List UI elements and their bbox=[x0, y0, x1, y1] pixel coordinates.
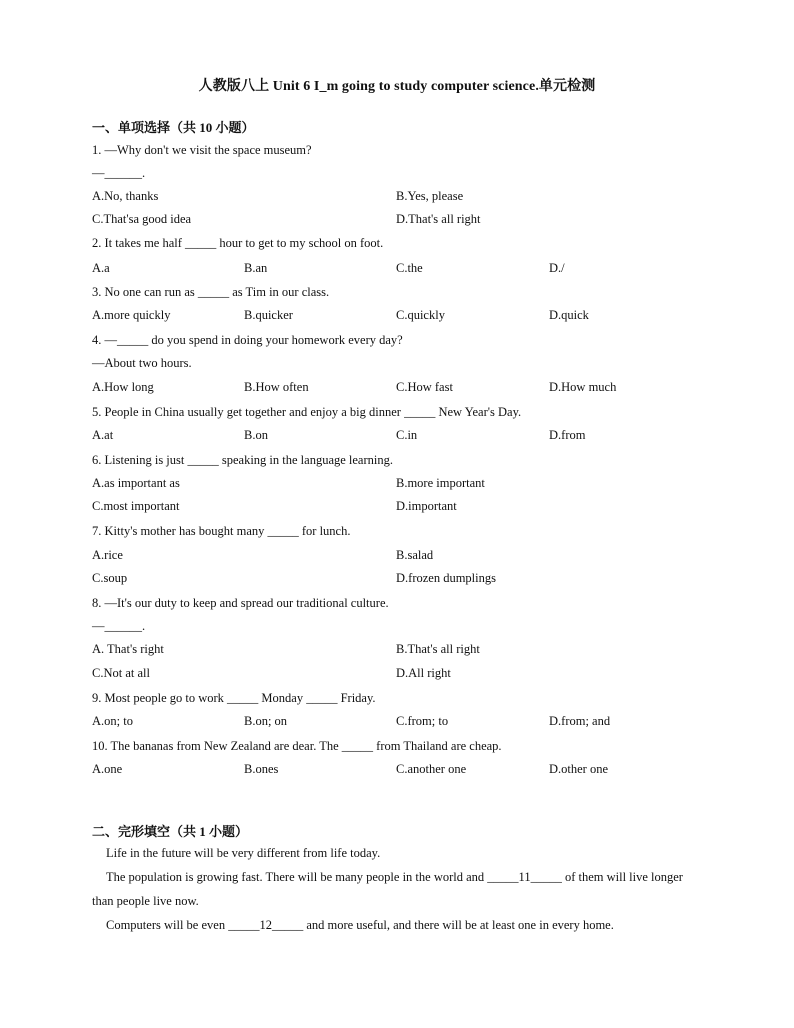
question-3-option-b: B.quicker bbox=[244, 308, 293, 322]
question-3-stem: 3. No one can run as _____ as Tim in our class. bbox=[92, 285, 330, 299]
question-5-stem: 5. People in China usually get together and enjoy a big dinner _____ New Year's Day. bbox=[92, 405, 522, 419]
question-7-option-d: D.frozen dumplings bbox=[396, 571, 496, 585]
question-4-option-a: A.How long bbox=[92, 380, 154, 394]
question-8-option-c: C.Not at all bbox=[92, 666, 150, 680]
question-1-option-b: B.Yes, please bbox=[396, 189, 464, 203]
question-10-stem: 10. The bananas from New Zealand are dear. The _____ from Thailand are cheap. bbox=[92, 739, 502, 753]
question-2-option-b: B.an bbox=[244, 261, 268, 275]
question-10-option-d: D.other one bbox=[549, 762, 609, 776]
question-4-stem: 4. —_____ do you spend in doing your homework every day? bbox=[92, 333, 403, 347]
question-5-option-a: A.at bbox=[92, 428, 114, 442]
question-4-reply: —About two hours. bbox=[92, 356, 192, 370]
question-7-option-c: C.soup bbox=[92, 571, 128, 585]
question-2-stem: 2. It takes me half _____ hour to get to my school on foot. bbox=[92, 236, 384, 250]
question-2-option-c: C.the bbox=[396, 261, 423, 275]
question-3-option-a: A.more quickly bbox=[92, 308, 171, 322]
question-8-stem: 8. —It's our duty to keep and spread our traditional culture. bbox=[92, 596, 389, 610]
question-4-option-c: C.How fast bbox=[396, 380, 453, 394]
question-8-option-d: D.All right bbox=[396, 666, 451, 680]
question-7-option-a: A.rice bbox=[92, 548, 123, 562]
question-5-option-b: B.on bbox=[244, 428, 268, 442]
cloze-paragraph-1: Life in the future will be very different from life today. bbox=[106, 846, 381, 860]
question-10-option-b: B.ones bbox=[244, 762, 279, 776]
cloze-paragraph-3: Computers will be even _____12_____ and more useful, and there will be at least one in every home. bbox=[106, 918, 614, 932]
section-2-heading: 二、完形填空（共 1 小题） bbox=[92, 824, 249, 839]
question-8-option-a: A. That's right bbox=[92, 642, 164, 656]
question-10-option-a: A.one bbox=[92, 762, 123, 776]
question-4-option-d: D.How much bbox=[549, 380, 617, 394]
question-1-option-d: D.That's all right bbox=[396, 212, 481, 226]
question-2-option-d: D./ bbox=[549, 261, 565, 275]
question-10-option-c: C.another one bbox=[396, 762, 467, 776]
question-6-option-d: D.important bbox=[396, 499, 457, 513]
section-1-heading: 一、单项选择（共 10 小题） bbox=[92, 120, 255, 135]
question-1-stem: 1. —Why don't we visit the space museum? bbox=[92, 143, 312, 157]
question-1-option-a: A.No, thanks bbox=[92, 189, 159, 203]
document-title: 人教版八上 Unit 6 I_m going to study computer science.单元检测 bbox=[198, 79, 596, 94]
question-9-option-a: A.on; to bbox=[92, 714, 133, 728]
question-1-reply: —______. bbox=[92, 166, 146, 180]
question-9-option-c: C.from; to bbox=[396, 714, 449, 728]
question-3-option-d: D.quick bbox=[549, 308, 589, 322]
question-8-option-b: B.That's all right bbox=[396, 642, 480, 656]
question-6-option-b: B.more important bbox=[396, 476, 485, 490]
question-9-stem: 9. Most people go to work _____ Monday _____ Friday. bbox=[92, 691, 376, 705]
question-6-stem: 6. Listening is just _____ speaking in the language learning. bbox=[92, 453, 393, 467]
question-9-option-d: D.from; and bbox=[549, 714, 611, 728]
question-9-option-b: B.on; on bbox=[244, 714, 288, 728]
question-6-option-c: C.most important bbox=[92, 499, 180, 513]
question-4-option-b: B.How often bbox=[244, 380, 309, 394]
question-3-option-c: C.quickly bbox=[396, 308, 445, 322]
question-6-option-a: A.as important as bbox=[92, 476, 180, 490]
question-7-option-b: B.salad bbox=[396, 548, 434, 562]
cloze-passage bbox=[92, 841, 704, 937]
question-8-reply: —______. bbox=[92, 619, 146, 633]
question-5-option-c: C.in bbox=[396, 428, 418, 442]
question-2-option-a: A.a bbox=[92, 261, 110, 275]
cloze-paragraph-2: The population is growing fast. There will be many people in the world and _____11_____ of them will live longer than people live now. bbox=[92, 870, 683, 908]
question-7-stem: 7. Kitty's mother has bought many _____ for lunch. bbox=[92, 524, 351, 538]
question-5-option-d: D.from bbox=[549, 428, 586, 442]
question-1-option-c: C.That'sa good idea bbox=[92, 212, 192, 226]
